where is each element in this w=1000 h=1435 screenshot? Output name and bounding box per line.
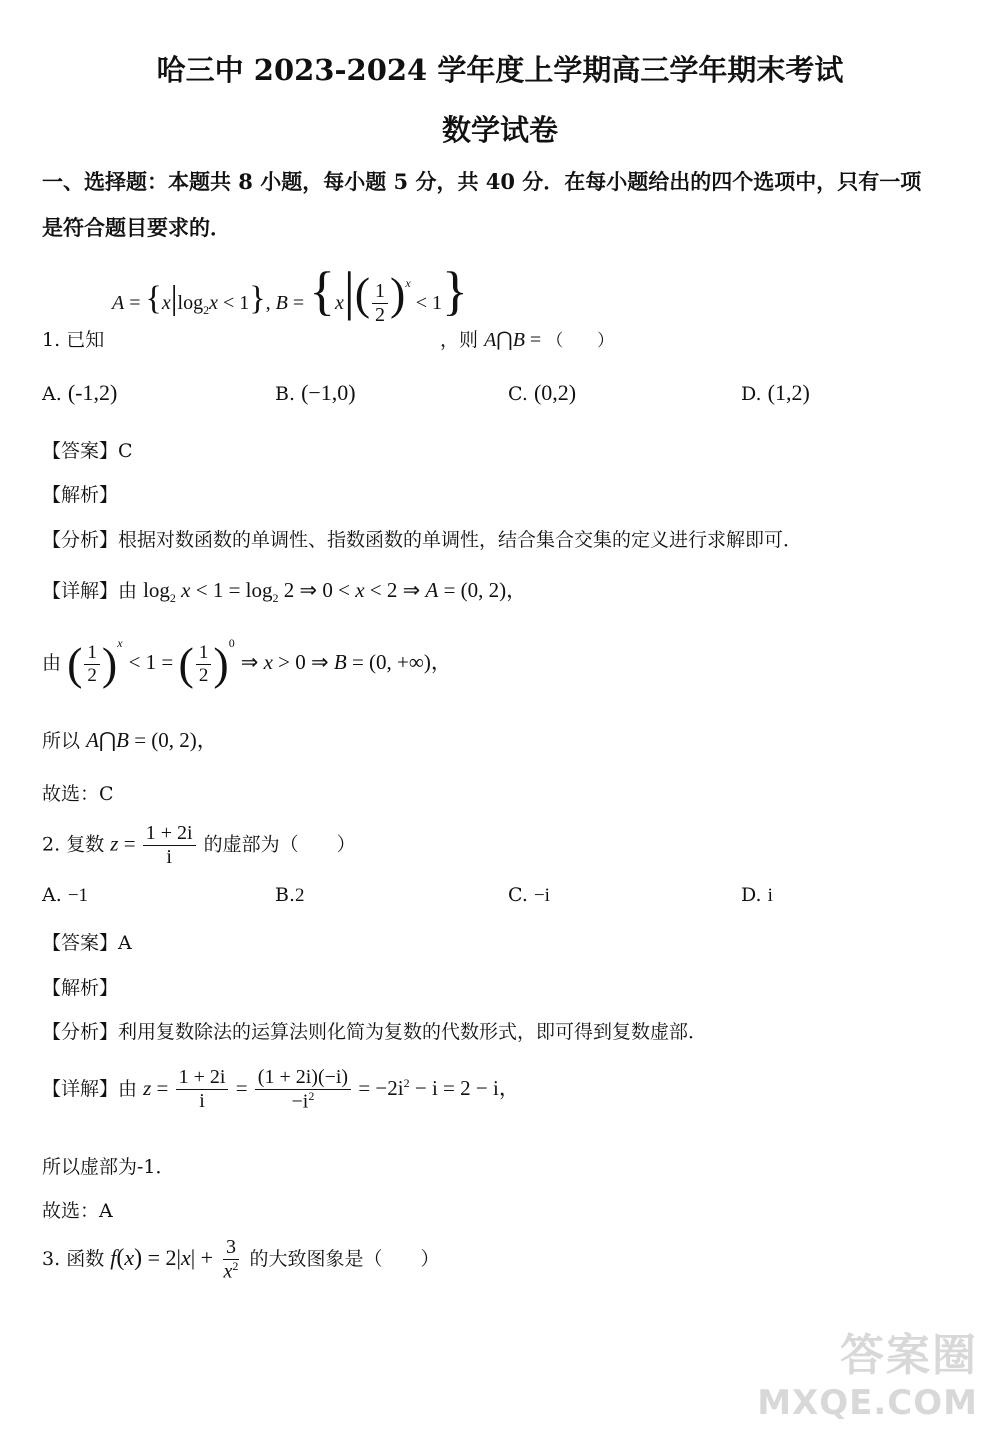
q1-option-a[interactable]: A. (-1,2): [42, 380, 118, 405]
q2-stem: 2. 复数 z = $\frac{1 + 2i}{i}$ 的虚部为（ ）: [42, 822, 356, 868]
exam-subtitle: 数学试卷: [441, 113, 558, 147]
q2-option-a[interactable]: A. −1: [42, 884, 89, 906]
q1-option-d[interactable]: D. (1,2): [741, 380, 810, 405]
q1-option-b[interactable]: B. (−1,0): [275, 380, 356, 405]
q1-paren: （ ）: [546, 331, 615, 351]
watermark-line2: MXQE.COM: [757, 1383, 978, 1423]
q1-stem-tail: ，则 A⋂B = （ ）: [440, 329, 615, 351]
q1-detail-line3: 所以 A⋂B = (0, 2)，: [42, 728, 218, 752]
q2-option-d[interactable]: D. i: [741, 884, 773, 906]
q3-stem: 3. 函数 f(x) = 2|x| + $\frac{3}{x^2}$ 的大致图象是（ ）: [42, 1236, 440, 1283]
q1-lead-text: 已知: [66, 329, 105, 351]
q1-stem: [42, 325, 104, 352]
section-heading-line2: 是符合题目要求的．: [42, 215, 231, 240]
q2-option-c[interactable]: C. −i: [508, 884, 550, 906]
q2-detail: 【详解】由 z = $\frac{1 + 2i}{i}$ = $\frac{(1 + 2i)(-i)}{-i^2}$ = $-2i^2 - i = 2 - i$，: [42, 1066, 520, 1113]
q2-jiexi: 【解析】: [42, 977, 119, 999]
q2-analysis: 【分析】利用复数除法的运算法则化简为复数的代数形式，即可得到复数虚部．: [42, 1021, 708, 1043]
q1-set-expression: $A = \{x|\log_2x < 1\}$, B = {x|( $\frac{1}{2}$ )$^x$ < 1}: [112, 261, 468, 326]
q2-conclusion-1: 所以虚部为-1．: [42, 1156, 175, 1178]
q1-option-c[interactable]: C. (0,2): [508, 380, 577, 405]
q2-answer: 【答案】A: [42, 932, 132, 954]
watermark-line1: 答案圈: [840, 1330, 978, 1381]
q1-conclusion: 故选：C: [42, 783, 114, 805]
section-heading-line1: 一、选择题：本题共 8 小题，每小题 5 分，共 40 分．在每小题给出的四个选项中，只有一项: [42, 169, 922, 194]
q1-analysis: 【分析】根据对数函数的单调性、指数函数的单调性，结合集合交集的定义进行求解即可．: [42, 529, 803, 551]
q1-mid-text: ，则: [440, 329, 479, 351]
watermark-logo: [757, 1319, 978, 1423]
q1-number: 1.: [42, 329, 61, 351]
q1-answer: 【答案】C: [42, 440, 133, 462]
q2-conclusion-2: 故选：A: [42, 1200, 113, 1222]
q2-option-b[interactable]: B.2: [275, 884, 305, 906]
q1-detail-line2: 由 ( $\frac{1}{2}$ )$^x$ < 1 = ( $\frac{1}{2}$ )$^0$ ⇒ x > 0 ⇒ B = (0, +∞)，: [42, 636, 452, 689]
q1-jiexi: 【解析】: [42, 484, 119, 506]
exam-title: 哈三中 2023-2024 学年度上学期高三学年期末考试: [156, 53, 844, 87]
q1-detail-line1: 【详解】由 $\log_2 x < 1 = \log_2 2$ ⇒ 0 < x < 2 ⇒ A = (0, 2)，: [42, 578, 528, 606]
